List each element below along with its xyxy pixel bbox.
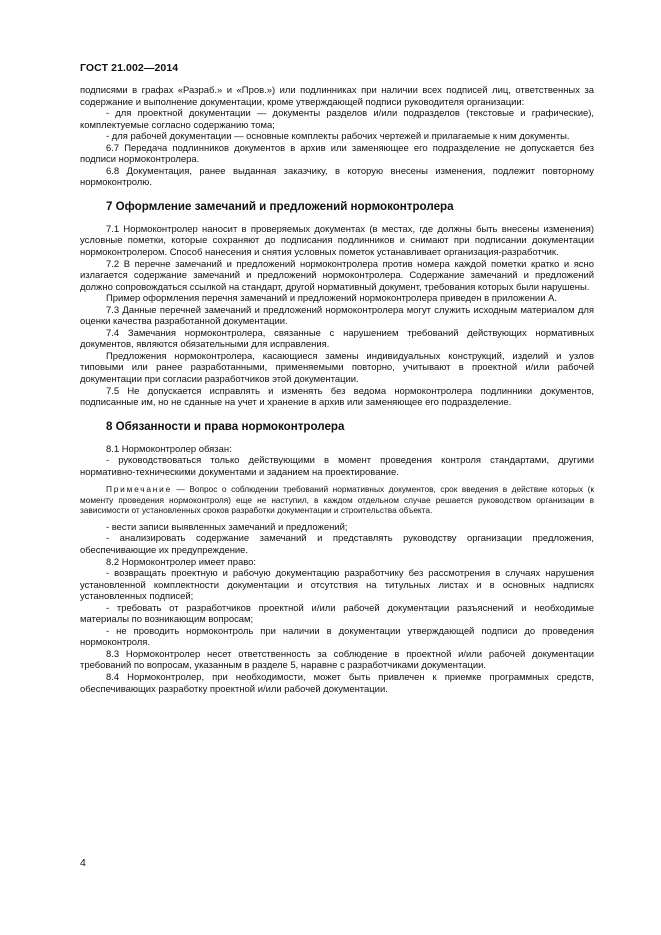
paragraph-continuation: подписями в графах «Разраб.» и «Пров.») или подлинниках при наличии всех подписей лиц, ответственных за содержание и выполнение документации, кроме утверждающей подписи руководителя организации: (80, 85, 594, 108)
page-number: 4 (80, 857, 86, 869)
note-text: — Вопрос о соблюдении требований нормативных документов, срок введения в действие которых (к моменту проведения нормоконтроля) еще не наступил, в каждом отдельном случае решается руководством организации в зависимости от установленных сроков разработки документации и строительства объекта. (80, 484, 594, 515)
clause-8-1: 8.1 Нормоконтролер обязан: (106, 443, 232, 455)
clause-7-5: 7.5 Не допускается исправлять и изменять без ведома нормоконтролера подлинники документов, подписанные им, но не сданные на учет и хранение в архив или заменяющее его подразделение. (80, 385, 594, 409)
clause-7-1: 7.1 Нормоконтролер наносит в проверяемых документах (в местах, где должны быть внесены изменения) условные пометки, которые сохраняют до подписания подлинников и снимают при подписании документации нормоконтролером. Способ нанесения и снятия условных пометок устанавливает организация-разработчик. (80, 223, 594, 259)
clause-7-2-example: Пример оформления перечня замечаний и предложений нормоконтролера приведен в приложении А. (106, 293, 557, 305)
list-item: - анализировать содержание замечаний и представлять руководству организации предложения, обеспечивающие их предупреждение. (80, 533, 594, 557)
clause-7-4: 7.4 Замечания нормоконтролера, связанные с нарушением требований действующих нормативных документов, являются обязательными для исправления. (80, 327, 594, 351)
clause-6-7: 6.7 Передача подлинников документов в архив или заменяющее его подразделение не допускается без подписи нормоконтролера. (80, 142, 594, 166)
clause-7-3: 7.3 Данные перечней замечаний и предложений нормоконтролера могут служить исходным материалом для оценки качества разработанной документации. (80, 304, 594, 328)
document-body (80, 85, 594, 695)
section-heading-8: 8 Обязанности и права нормоконтролера (106, 419, 345, 433)
list-item: - вести записи выявленных замечаний и предложений; (106, 521, 348, 533)
note-label: Примечание (106, 484, 173, 495)
list-item: - возвращать проектную и рабочую документацию разработчику без рассмотрения в случаях нарушения установленной комплектности документации и отсутствия на титульных листах и в основных надписях установленных подписей; (80, 568, 594, 603)
list-item: - требовать от разработчиков проектной и/или рабочей документации разъяснений и необходимые материалы по возникающим вопросам; (80, 602, 594, 626)
note (80, 484, 594, 515)
clause-8-2: 8.2 Нормоконтролер имеет право: (106, 556, 256, 568)
clause-7-4-proposals: Предложения нормоконтролера, касающиеся замены индивидуальных конструкций, изделий и узлов типовыми или ранее разработанными, применяемыми повторно, учитывают в проектной и/или рабочей документации при согласии разработчиков этой документации. (80, 350, 594, 386)
standard-designation: ГОСТ 21.002—2014 (80, 62, 179, 74)
clause-8-4: 8.4 Нормоконтролер, при необходимости, может быть привлечен к приемке программных средств, обеспечивающих разработку проектной и/или рабочей документации. (80, 672, 594, 695)
list-item: - для рабочей документации — основные комплекты рабочих чертежей и прилагаемые к ним документы. (106, 131, 570, 143)
list-item: - для проектной документации — документы разделов и/или подразделов (текстовые и графические), комплектуемые согласно содержанию тома; (80, 108, 594, 131)
list-item: - не проводить нормоконтроль при наличии в документации утверждающей подписи до проведения нормоконтроля. (80, 625, 594, 649)
clause-7-2: 7.2 В перечне замечаний и предложений нормоконтролера против номера каждой пометки кратко и ясно излагается содержание замечаний и предложений нормоконтролера. Содержание замечаний и предложений должно сопровождаться ссылкой на стандарт, другой нормативный документ, требования которых были нарушены. (80, 258, 594, 293)
clause-6-8: 6.8 Документация, ранее выданная заказчику, в которую внесены изменения, подлежит повторному нормоконтролю. (80, 165, 594, 189)
section-heading-7: 7 Оформление замечаний и предложений нормоконтролера (106, 199, 454, 213)
list-item: - руководствоваться только действующими в момент проведения контроля стандартами, другими нормативно-техническими документами и заданием на проектирование. (80, 455, 594, 478)
clause-8-3: 8.3 Нормоконтролер несет ответственность за соблюдение в проектной и/или рабочей документации требований по вопросам, указанным в разделе 5, наравне с разработчиками документации. (80, 648, 594, 672)
